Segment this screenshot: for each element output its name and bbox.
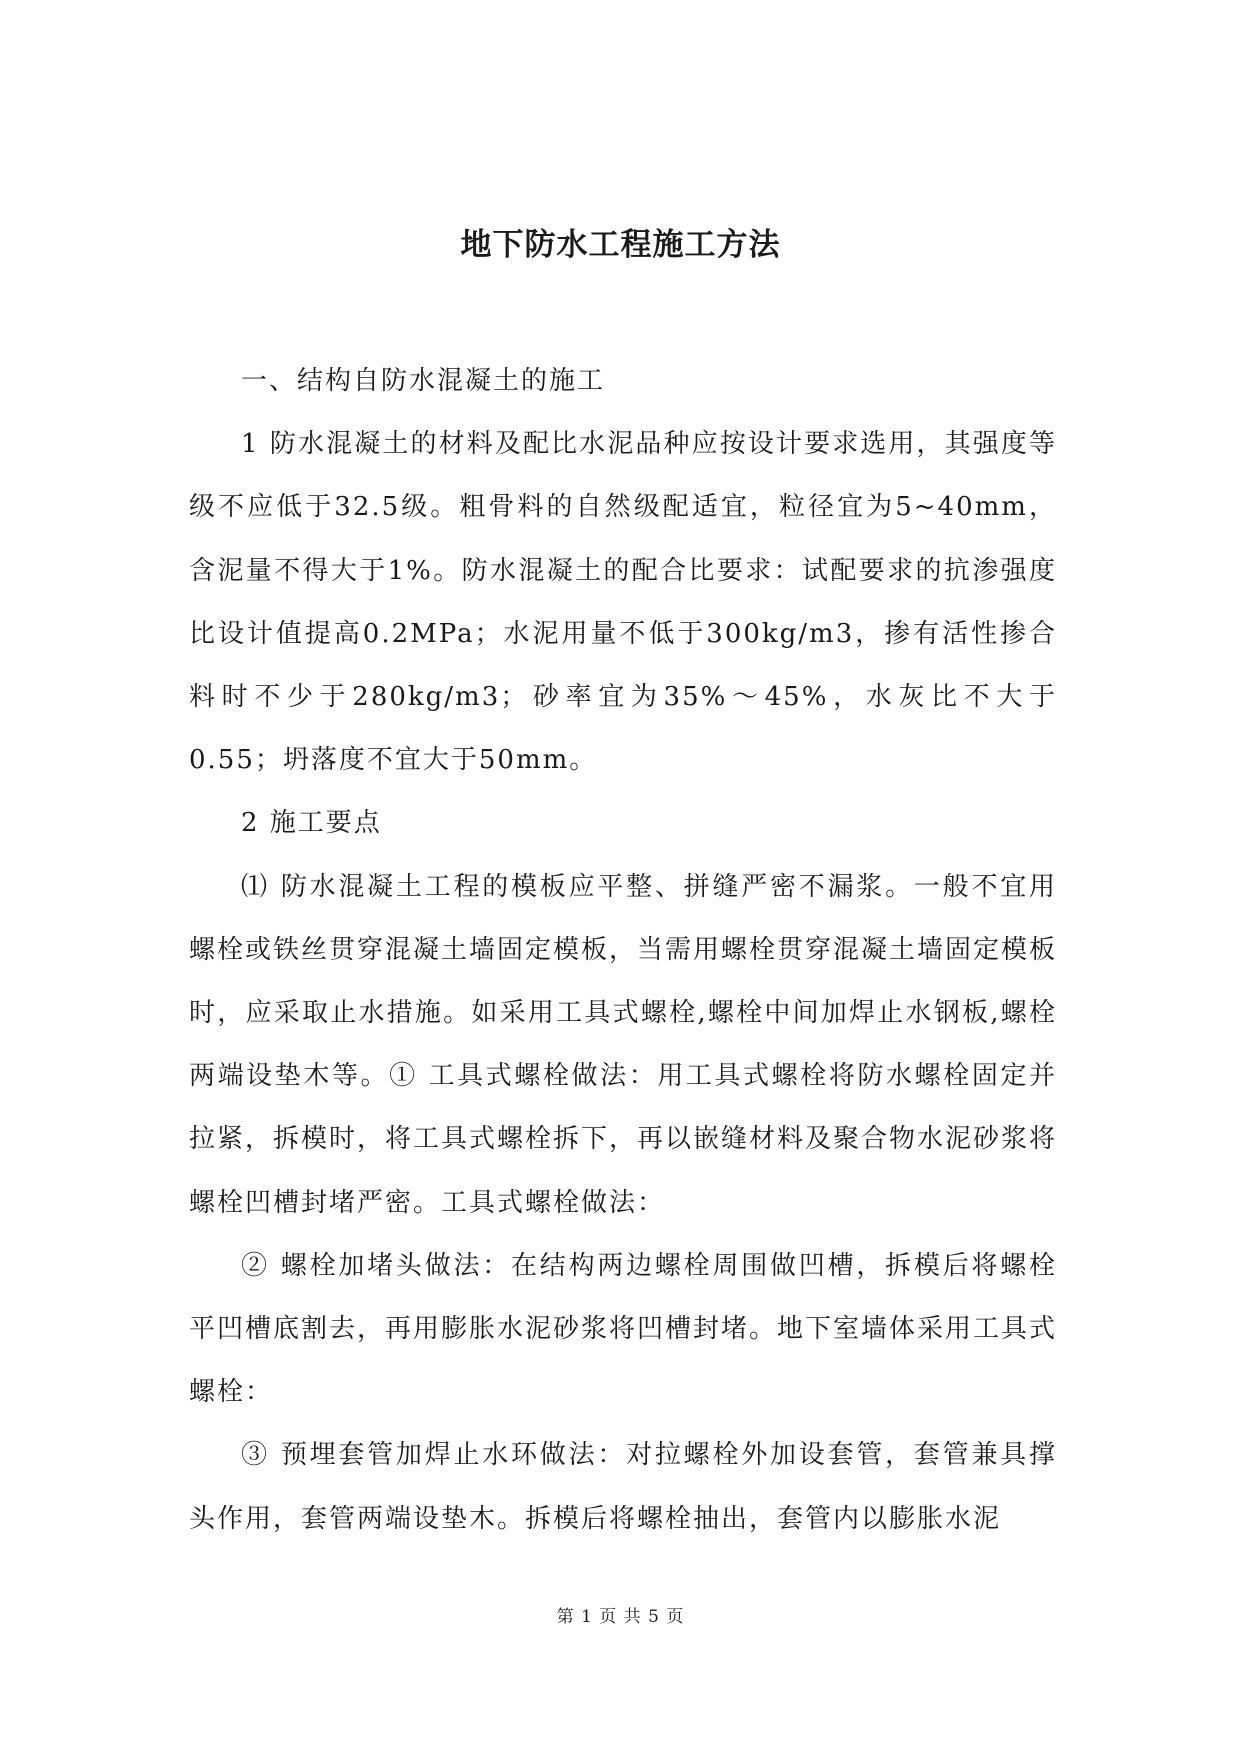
section-heading: 一、结构自防水混凝土的施工 [241,366,606,396]
paragraph-formwork: ⑴ 防水混凝土工程的模板应平整、拼缝严密不漏浆。一般不宜用螺栓或铁丝贯穿混凝土墙固定模板，当需用螺栓贯穿混凝土墙固定模板时，应采取止水措施。如采用工具式螺栓,螺栓中间加焊止水钢板,螺栓两端设垫木等。① 工具式螺栓做法：用工具式螺栓将防水螺栓固定并拉紧，拆模时，将工具式螺栓拆下，再以嵌缝材料及聚合物水泥砂浆将螺栓凹槽封堵严密。工具式螺栓做法： [189,871,1058,1218]
page-number-footer: 第 1 页 共 5 页 [556,1607,685,1627]
paragraph-bolt-plug: ② 螺栓加堵头做法：在结构两边螺栓周围做凹槽，拆模后将螺栓平凹槽底割去，再用膨胀水泥砂浆将凹槽封堵。地下室墙体采用工具式螺栓： [189,1250,1058,1408]
paragraph-sleeve: ③ 预埋套管加焊止水环做法：对拉螺栓外加设套管，套管兼具撑头作用，套管两端设垫木。拆模后将螺栓抽出，套管内以膨胀水泥 [189,1440,1057,1534]
paragraph-materials: 1 防水混凝土的材料及配比水泥品种应按设计要求选用，其强度等级不应低于32.5级。粗骨料的自然级配适宜，粒径宜为5~40mm，含泥量不得大于1%。防水混凝土的配合比要求：试配要求的抗渗强度比设计值提高0.2MPa；水泥用量不低于300kg/m3，掺有活性掺合料时不少于280kg/m3；砂率宜为35%～45%，水灰比不大于0.55；坍落度不宜大于50mm。 [189,429,1057,776]
subsection-heading: 2 施工要点 [241,808,382,839]
document-body [189,350,1057,1551]
document-title: 地下防水工程施工方法 [460,227,781,263]
